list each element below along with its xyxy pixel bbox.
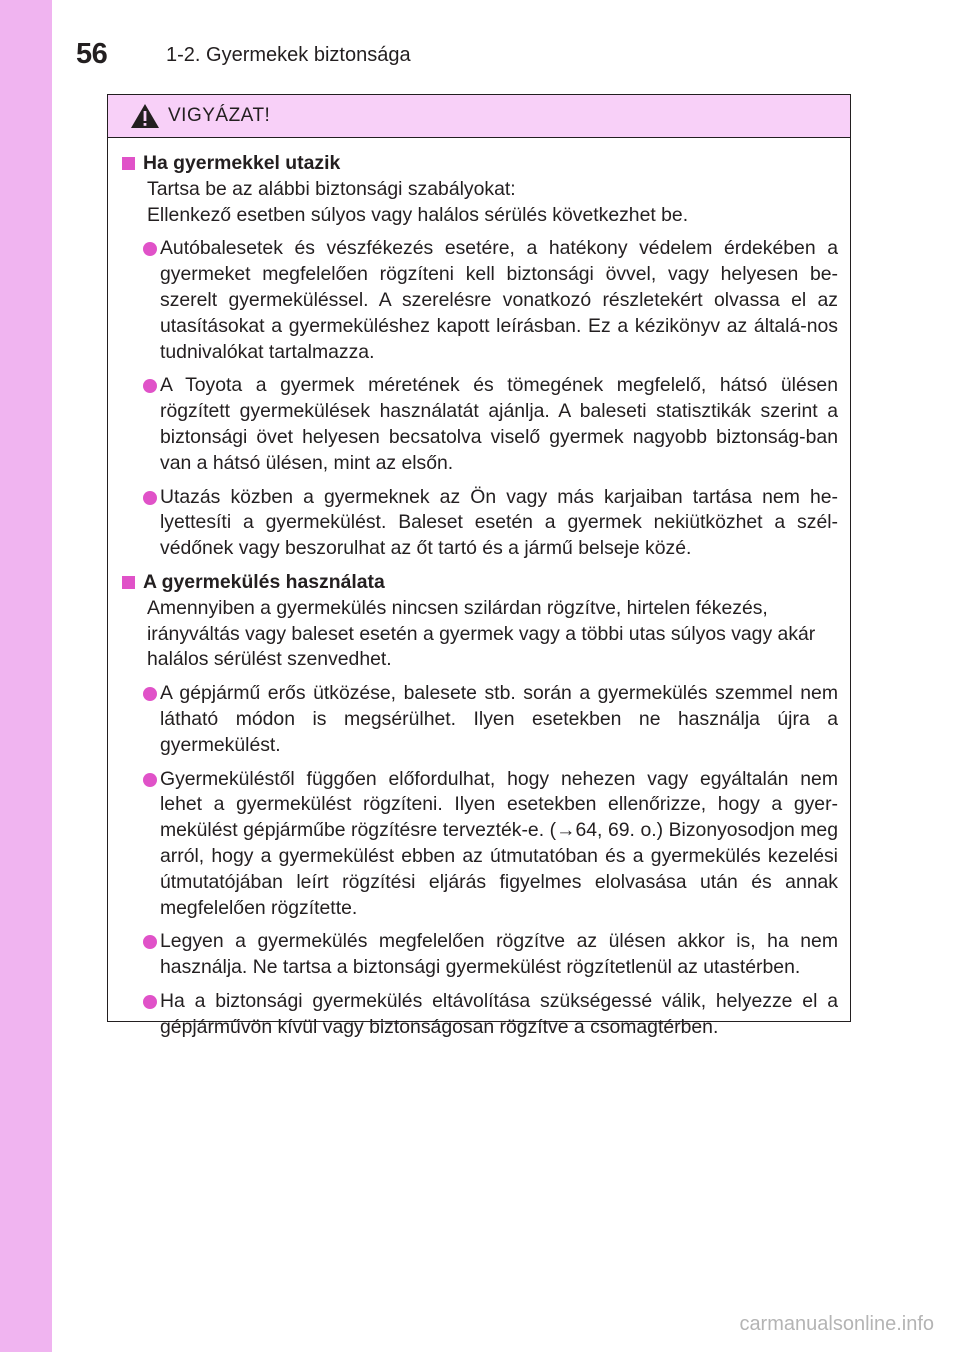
circle-bullet-icon [143, 491, 157, 505]
page-number: 56 [76, 38, 108, 70]
section-heading [118, 151, 838, 177]
warning-triangle-icon [130, 103, 160, 129]
section-intro: Tartsa be az alábbi biztonsági szabályokat: [147, 177, 516, 200]
bullet-text: Gyermeküléstől függően előfordulhat, hogy nehezen vagy egyáltalán nem lehet a gyermekülést rögzíteni. Ilyen esetekben ellenőrizze, hogy a gyer-mekülést gépjárműbe rögzítésre tervezték-e. (→64, 69. o.) Bizonyosodjon meg arról, hogy a gyermekülést ebben az útmutatóban és a gyermekülés kezelési útmutatójában leírt rögzítési eljárás figyelmes elolvasása után és annak megfelelően rögzítette. [160, 767, 838, 919]
side-tab [0, 0, 52, 1352]
circle-bullet-icon [143, 379, 157, 393]
circle-bullet-icon [143, 773, 157, 787]
warning-box [107, 94, 851, 1038]
warning-title: VIGYÁZAT! [168, 105, 271, 126]
circle-bullet-icon [143, 687, 157, 701]
section-intro: Ellenkező esetben súlyos vagy halálos sérülés következhet be. [147, 203, 689, 226]
bullet-item [118, 236, 838, 365]
bullet-item [118, 767, 838, 922]
bullet-text: Ha a biztonsági gyermekülés eltávolítása szükségessé válik, helyezze el a gépjárművön kívül vagy biztonságosan rögzítve a csomagtérben. [160, 989, 838, 1038]
bullet-item [118, 681, 838, 758]
bullet-text: Utazás közben a gyermeknek az Ön vagy más karjaiban tartása nem he-lyettesíti a gyermekülést. Baleset esetén a gyermek nekiütközhet a szél-védőnek vagy beszorulhat az őt tartó és a jármű belseje közé. [160, 485, 838, 560]
circle-bullet-icon [143, 242, 157, 256]
section-heading-text: Ha gyermekkel utazik [143, 152, 341, 174]
bullet-text: Legyen a gyermekülés megfelelően rögzítve az ülésen akkor is, ha nem használja. Ne tartsa a biztonsági gyermekülést rögzítetlenül az utastérben. [160, 930, 838, 979]
watermark: carmanualsonline.info [739, 1313, 934, 1335]
circle-bullet-icon [143, 995, 157, 1009]
section-title: 1-2. Gyermekek biztonsága [166, 44, 411, 66]
bullet-text: A Toyota a gyermek méretének és tömegének megfelelő, hátsó ülésen rögzített gyermekülések használatát ajánlja. A baleseti statisztikák szerint a biztonsági övet helyesen becsatolva viselő gyermek nagyobb biztonság-ban van a hátsó ülésen, mint az elsőn. [160, 374, 838, 474]
bullet-item [118, 929, 838, 981]
square-bullet-icon [122, 576, 135, 589]
section-intro: Amennyiben a gyermekülés nincsen szilárdan rögzítve, hirtelen fékezés, irányváltás vagy baleset esetén a gyermek vagy a többi utas súlyos vagy akár halálos sérülést szenvedhet. [147, 596, 816, 671]
circle-bullet-icon [143, 935, 157, 949]
warning-header [108, 95, 850, 138]
square-bullet-icon [122, 157, 135, 170]
section-heading-text: A gyermekülés használata [143, 570, 385, 593]
bullet-item [118, 373, 838, 476]
bullet-text: Autóbalesetek és vészfékezés esetére, a hatékony védelem érdekében a gyermeket megfelelően rögzíteni kell biztonsági övvel, vagy helyesen be-szerelt gyermeküléssel. A szerelésre vonatkozó részletekért olvassa el az utasításokat a gyermeküléshez kapott leírásban. Ez a kézikönyv az általá-nos tudnivalókat tartalmazza. [160, 237, 838, 363]
warning-body [108, 138, 850, 1041]
bullet-item [118, 485, 838, 562]
bullet-text: A gépjármű erős ütközése, balesete stb. során a gyermekülés szemmel nem látható módon is megsérülhet. Ilyen esetekben ne használja újra a gyermekülést. [160, 682, 838, 756]
section-heading [118, 570, 838, 596]
bullet-item [118, 989, 838, 1041]
